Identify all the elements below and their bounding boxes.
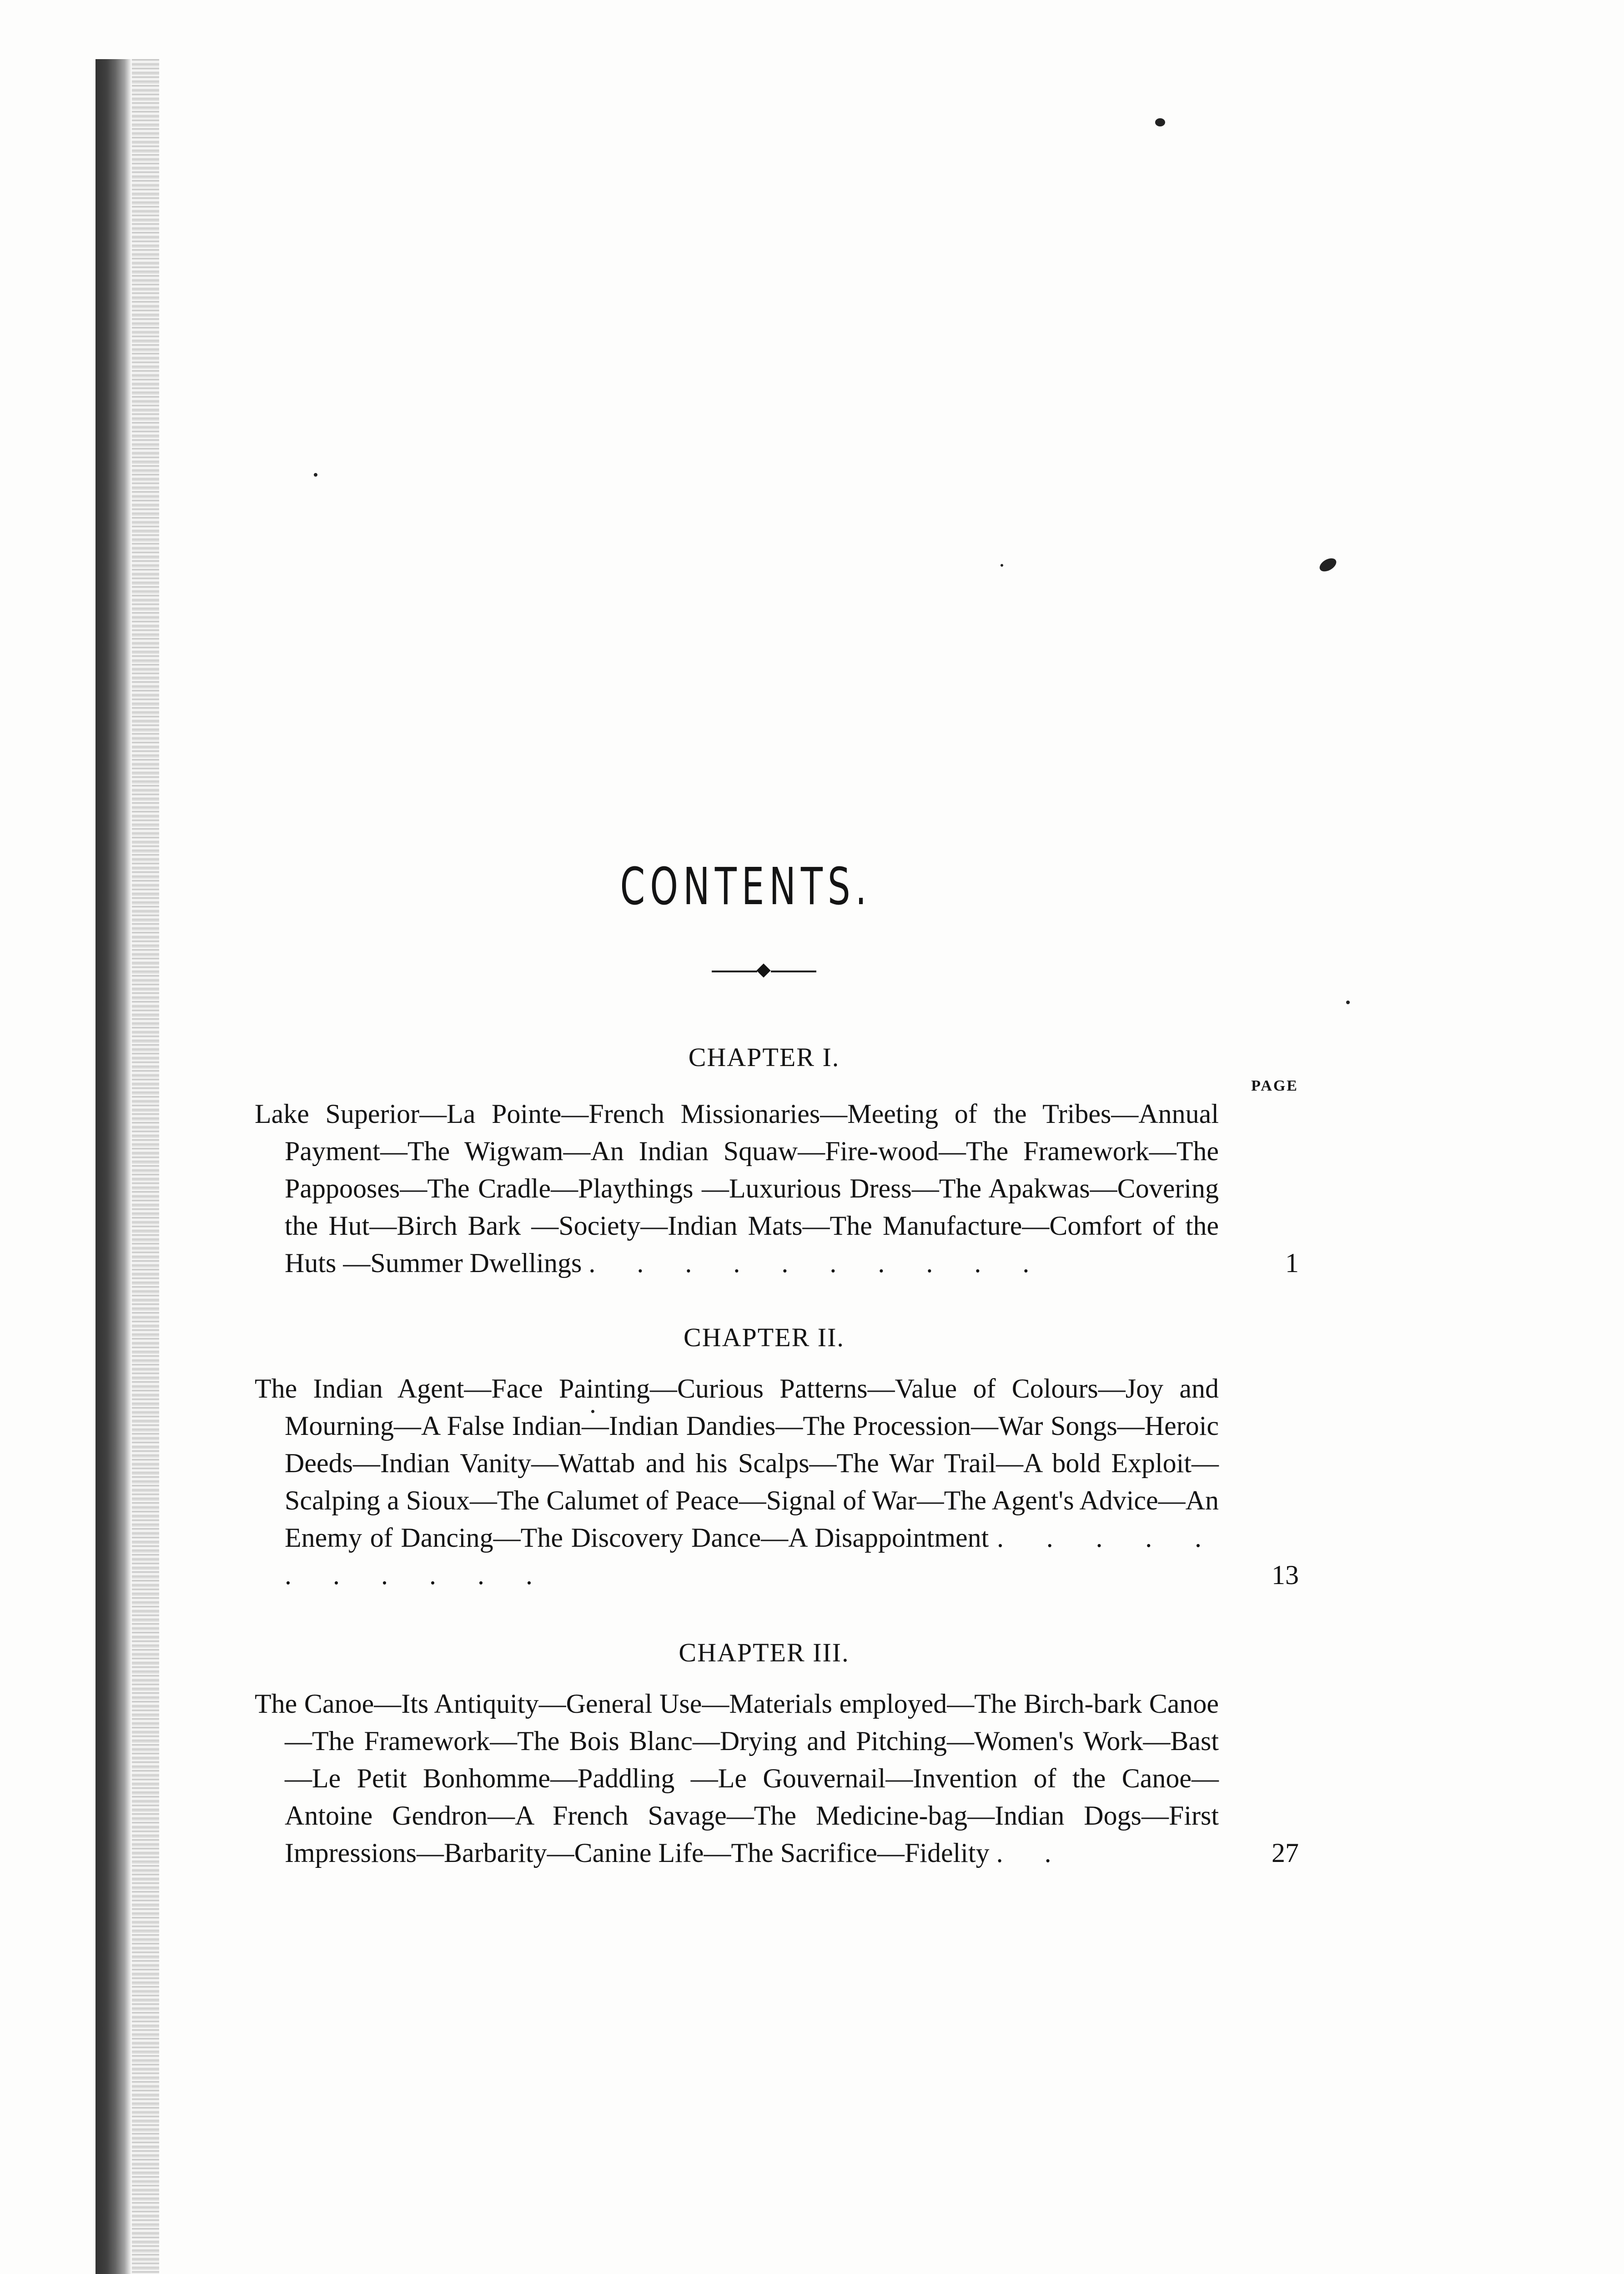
scan-speck [1155, 118, 1165, 126]
page-column-label: PAGE [1251, 1077, 1298, 1094]
ornament-rule-right [771, 971, 816, 972]
scan-speck [314, 473, 317, 477]
chapter-heading: CHAPTER III. [679, 1638, 850, 1667]
chapter-summary-text: The Canoe—Its Antiquity—General Use—Materials employed—The Birch-bark Canoe—The Framework—The Bois Blanc—Drying and Pitching—Women's Work—Bast—Le Petit Bonhomme—Paddling —Le Gouvernail—Invention of the Canoe—Antoine Gendron—A French Savage—The Medicine-bag—Indian Dogs—First Impressions—Barbarity—Canine Life—The Sacrifice—Fidelity [255, 1689, 1219, 1868]
chapter-heading: CHAPTER II. [684, 1323, 845, 1352]
title-ornament [712, 962, 816, 980]
contents-page [255, 855, 1299, 1872]
dot-leaders: . . [996, 1838, 1069, 1868]
chapter-summary [255, 1370, 1299, 1594]
chapter-page-number: 13 [1272, 1560, 1299, 1590]
chapter-1 [255, 1041, 1299, 1282]
ornament-rule-left [712, 971, 757, 972]
scan-speck [1001, 564, 1003, 567]
chapter-3 [255, 1637, 1299, 1872]
chapter-summary-text: Lake Superior—La Pointe—French Missionaries—Meeting of the Tribes—Annual Payment—The Wigwam—An Indian Squaw—Fire-wood—The Framework—The Pappooses—The Cradle—Playthings —Luxurious Dress—The Apakwas—Covering the Hut—Birch Bark —Society—Indian Mats—The Manufacture—Comfort of the Huts —Summer Dwellings [255, 1099, 1219, 1278]
chapter-2 [255, 1322, 1299, 1594]
contents-title: CONTENTS. [620, 857, 872, 916]
chapter-page-number: 27 [1272, 1838, 1299, 1868]
chapter-summary [255, 1095, 1299, 1282]
dot-leaders: . . . . . . . . . . [588, 1248, 1047, 1278]
scan-speck [1317, 556, 1339, 574]
chapter-page-number: 1 [1285, 1248, 1299, 1278]
chapter-summary-text: The Indian Agent—Face Painting—Curious Patterns—Value of Colours—Joy and Mourning—A False Indian—Indian Dandies—The Procession—War Songs—Heroic Deeds—Indian Vanity—Wattab and his Scalps—The War Trail—A bold Exploit—Scalping a Sioux—The Calumet of Peace—Signal of War—The Agent's Advice—An Enemy of Dancing—The Discovery Dance—A Disappointment [255, 1373, 1219, 1553]
page-binding-shadow [96, 59, 132, 2274]
dot-leaders: . . . . . . . . . . . [285, 1523, 1219, 1590]
chapter-heading: CHAPTER I. [688, 1042, 840, 1072]
ornament-diamond-icon [756, 963, 770, 977]
scan-speck [1346, 1001, 1350, 1004]
chapter-summary [255, 1685, 1299, 1872]
binding-texture [132, 59, 159, 2274]
